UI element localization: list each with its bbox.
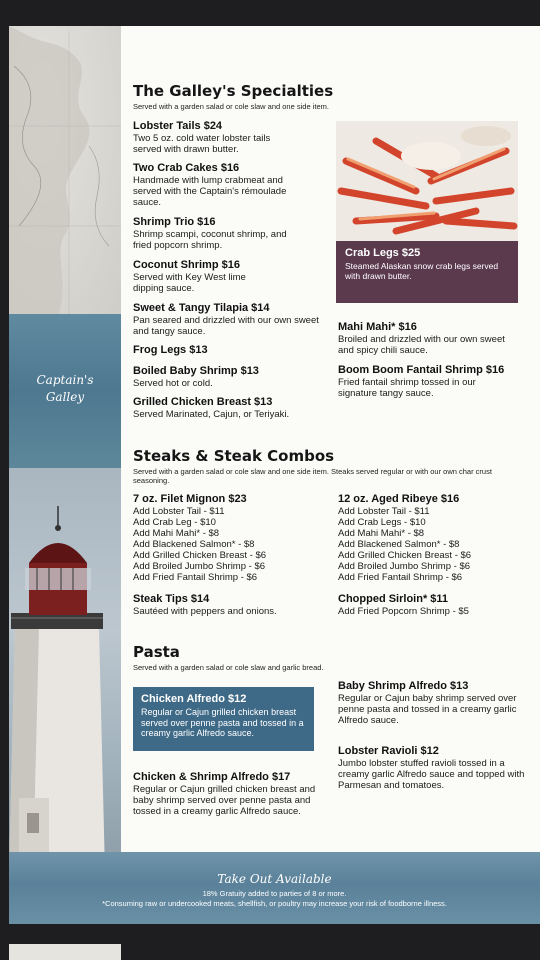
- specialties-heading: The Galley's Specialties: [133, 82, 334, 100]
- menu-item-coconut-shrimp: [133, 259, 323, 294]
- addon-item: Add Fried Fantail Shrimp - $6: [338, 572, 463, 583]
- title-line-1: Captain's: [36, 373, 94, 387]
- specialties-subheading: Served with a garden salad or cole slaw and one side item.: [133, 102, 329, 111]
- addon-item: Add Lobster Tail - $11: [338, 506, 430, 517]
- item-name: Grilled Chicken Breast $13: [133, 396, 273, 408]
- steaks-subheading: Served with a garden salad or cole slaw and one side item. Steaks served regular or with our own char crust seasoning.: [133, 467, 492, 485]
- item-desc: Handmade with lump crabmeat and served with the Captain's rémoulade sauce.: [133, 175, 287, 208]
- menu-item-filet-mignon: [133, 493, 323, 583]
- item-desc: Broiled and drizzled with our own sweet and spicy chili sauce.: [338, 334, 505, 356]
- addon-item: Add Broiled Jumbo Shrimp - $6: [133, 561, 266, 572]
- item-name: Sweet & Tangy Tilapia $14: [133, 302, 270, 314]
- item-name: Chicken Alfredo $12: [141, 693, 247, 705]
- addon-item: Add Grilled Chicken Breast - $6: [338, 550, 472, 561]
- menu-item-lobster-ravioli: [338, 745, 528, 791]
- item-name: Lobster Tails $24: [133, 120, 223, 132]
- item-name: Boiled Baby Shrimp $13: [133, 365, 259, 377]
- item-name: Steak Tips $14: [133, 593, 210, 605]
- crab-legs-feature-box: [336, 241, 518, 303]
- menu-item-aged-ribeye: [338, 493, 528, 583]
- menu-item-grilled-chicken: [133, 396, 333, 420]
- item-name: Boom Boom Fantail Shrimp $16: [338, 364, 505, 376]
- lighthouse-image: [9, 468, 121, 873]
- item-desc: Served hot or cold.: [133, 378, 213, 389]
- menu-item-baby-shrimp-alfredo: [338, 680, 528, 726]
- item-name: Mahi Mahi* $16: [338, 321, 417, 333]
- addon-item: Add Crab Leg - $10: [133, 517, 216, 528]
- gratuity-note: 18% Gratuity added to parties of 8 or more.: [202, 889, 347, 898]
- addon-item: Add Blackened Salmon* - $8: [338, 539, 460, 550]
- addon-item: Add Blackened Salmon* - $8: [133, 539, 255, 550]
- item-desc: Steamed Alaskan snow crab legs served with drawn butter.: [345, 261, 499, 281]
- addon-item: Add Crab Legs - $10: [338, 517, 426, 528]
- item-desc: Add Fried Popcorn Shrimp - $5: [338, 606, 469, 617]
- menu-footer: [9, 852, 540, 924]
- left-decorative-column: [9, 26, 121, 924]
- item-name: 12 oz. Aged Ribeye $16: [338, 493, 460, 505]
- menu-item-tilapia: [133, 302, 323, 337]
- crab-legs-photo: [336, 121, 518, 241]
- addon-item: Add Broiled Jumbo Shrimp - $6: [338, 561, 471, 572]
- addon-item: Add Grilled Chicken Breast - $6: [133, 550, 267, 561]
- menu-page: [9, 26, 540, 924]
- addon-item: Add Lobster Tail - $11: [133, 506, 225, 517]
- item-desc: Jumbo lobster stuffed ravioli tossed in a creamy garlic Alfredo sauce and topped with Parmesan and tomatoes.: [338, 758, 525, 791]
- item-name: Coconut Shrimp $16: [133, 259, 240, 271]
- menu-item-mahi-mahi: [338, 321, 528, 356]
- item-name: Chopped Sirloin* $11: [338, 593, 449, 605]
- item-name: Lobster Ravioli $12: [338, 745, 439, 757]
- addon-item: Add Fried Fantail Shrimp - $6: [133, 572, 258, 583]
- item-name: Two Crab Cakes $16: [133, 162, 240, 174]
- item-desc: Pan seared and drizzled with our own sweet and tangy sauce.: [133, 315, 319, 337]
- menu-item-chopped-sirloin: [338, 593, 528, 617]
- vintage-map-image: [9, 26, 121, 314]
- item-desc: Served Marinated, Cajun, or Teriyaki.: [133, 409, 290, 420]
- item-name: Chicken & Shrimp Alfredo $17: [133, 771, 291, 783]
- chicken-alfredo-feature-box: [133, 687, 314, 751]
- menu-item-chicken-shrimp-alfredo: [133, 771, 323, 817]
- captains-galley-title: [9, 372, 121, 406]
- menu-item-baby-shrimp: [133, 365, 323, 389]
- item-name: 7 oz. Filet Mignon $23: [133, 493, 247, 505]
- menu-item-frog-legs: [133, 344, 323, 357]
- menu-item-crab-cakes: [133, 162, 323, 208]
- title-line-2: Galley: [45, 390, 85, 404]
- item-name: Baby Shrimp Alfredo $13: [338, 680, 469, 692]
- item-desc: Two 5 oz. cold water lobster tails served with drawn butter.: [133, 133, 271, 155]
- menu-item-shrimp-trio: [133, 216, 323, 251]
- addon-item: Add Mahi Mahi* - $8: [133, 528, 220, 539]
- item-desc: Regular or Cajun baby shrimp served over penne pasta and tossed in a creamy garlic Alfredo sauce.: [338, 693, 517, 726]
- takeout-label: Take Out Available: [217, 872, 332, 886]
- item-desc: Served with Key West lime dipping sauce.: [133, 272, 246, 294]
- menu-item-lobster-tails: [133, 120, 323, 155]
- item-name: Shrimp Trio $16: [133, 216, 216, 228]
- foodborne-warning: *Consuming raw or undercooked meats, shellfish, or poultry may increase your risk of foodborne illness.: [102, 899, 447, 908]
- item-name: Frog Legs $13: [133, 344, 208, 356]
- item-desc: Regular or Cajun grilled chicken breast and baby shrimp served over penne pasta and tossed in a creamy garlic Alfredo sauce.: [133, 784, 316, 817]
- item-desc: Regular or Cajun grilled chicken breast served over penne pasta and tossed in a creamy garlic Alfredo sauce.: [141, 707, 304, 738]
- pasta-subheading: Served with a garden salad or cole slaw and garlic bread.: [133, 663, 324, 672]
- item-desc: Sautéed with peppers and onions.: [133, 606, 277, 617]
- item-desc: Shrimp scampi, coconut shrimp, and fried popcorn shrimp.: [133, 229, 287, 251]
- next-page-map-edge: [9, 944, 121, 960]
- steaks-heading: Steaks & Steak Combos: [133, 447, 335, 465]
- menu-item-steak-tips: [133, 593, 323, 617]
- menu-item-boom-boom-shrimp: [338, 364, 538, 399]
- addon-item: Add Mahi Mahi* - $8: [338, 528, 425, 539]
- item-desc: Fried fantail shrimp tossed in our signature tangy sauce.: [338, 377, 476, 399]
- item-name: Crab Legs $25: [345, 247, 421, 259]
- pasta-heading: Pasta: [133, 643, 180, 661]
- captains-galley-panel: [9, 314, 121, 468]
